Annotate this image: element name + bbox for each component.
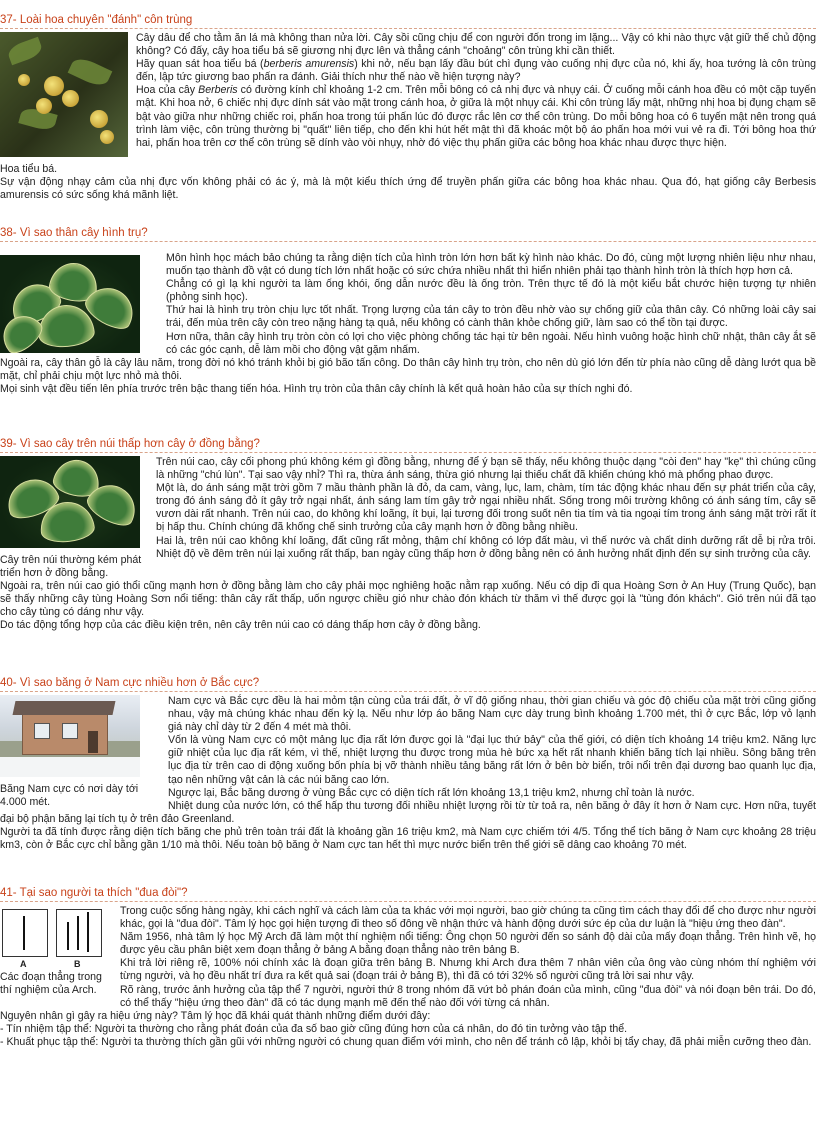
article-41-para: Rõ ràng, trước ảnh hưởng của tập thể 7 người, người thứ 8 trong nhóm đã vứt bỏ phán đoán của mình, cũng "đua đòi" và nói đoạn bên trái. Do đó, có thể thấy "hiệu ứng theo đàn" đã có tác dụng mạnh mẽ đến thể nào đối với từng cá nhân.	[120, 983, 816, 1009]
article-40-para: Vốn là vùng Nam cực có một mảng lục địa rất lớn được gọi là "đại lục thứ bảy" của thế giới, có diện tích khoảng 14 triệu km2. Năng lực giữ nhiệt của lục địa rất kém, vì thế, nhiệt lượng thu được trong mùa hè bức xạ hết rất nhanh khiến băng tích lại nhiều. Sông băng trên lục địa từ trên cao di động xuống bốn phía bị vỡ thành nhiều tảng băng rất lớn ở bên bờ biển, trôi nổi trên đại dương bao quanh lục địa, tạo nên những vật cản là các núi băng cao lớn.	[168, 734, 816, 786]
mountain-plant-photo	[0, 456, 140, 548]
article-40-para: Nhiệt dung của nước lớn, có thể hấp thu tương đối nhiều nhiệt lượng rồi từ từ toả ra, nên băng ở đây ít hơn ở Nam cực. Hơn nữa, tuyết đại bộ phận băng lại tích tụ ở trên đảo Greenland.	[0, 799, 816, 825]
hosta-leaves-photo	[0, 255, 140, 353]
article-39-para: Một là, do ánh sáng mặt trời gồm 7 mầu thành phần là đỏ, da cam, vàng, lục, lam, chàm, tím tác động khác nhau đến sự phát triển của cây, trong đó ánh sáng đỏ ít gây trở ngại nhất, ánh sáng lam tím gây trở ngại nhiều nhất. Sống trong môi trường không có ánh sáng tím, cây sẽ vươn dài rất nhanh. Trên núi cao, do không khí loãng, ít bụi, lại tương đối trong suốt nên tia tím và tia ngoại tím trong ánh sáng mặt trời rất ít bị hấp thu. Chính chúng đã khống chế sinh trưởng của cây mạnh hơn ở đồng bằng nhiều.	[156, 482, 816, 534]
article-41-para: - Tín nhiệm tập thể: Người ta thường cho rằng phát đoán của đa số bao giờ cũng đúng hơn của cá nhân, do đó tin tưởng vào tập thể.	[0, 1022, 628, 1035]
article-41-caption: Các đoạn thẳng trong thí nghiệm của Arch.	[0, 971, 102, 996]
article-37-para: Hoa của cây Berberis có đường kính chỉ khoảng 1-2 cm. Trên mỗi bông có cả nhị đực và nhụy cái. Ở cuống mỗi cánh hoa đều có một cặp tuyến mật. Khi hoa nở, 6 chiếc nhị đực dính sát vào mặt trong cánh hoa, ở giữa là một nhụy cái. Khi côn trùng lấy mật, những nhị hoa bị đụng chạm sẽ bật vào giữa như những chiếc roi, phấn hoa trong túi phấn lúc đó được rắc lên cơ thể côn trùng. Do mỗi bông hoa có 6 tuyến mật nên trong quá trình làm việc, côn trùng thường bị "quất" liên tiếp, cho đến khi hút hết mật thì đã khoác một bộ áo phấn hoa mới vui vẻ ra đi. Tới bông hoa thứ hai, phấn hoa trên cơ thể côn trùng sẽ dính vào vòi nhụy, nhờ đó việc thụ phấn giữa các bông hoa khác nhau được thực hiện.	[136, 84, 816, 149]
article-40-figure	[0, 695, 140, 809]
article-39-caption: Cây trên núi thường kém phát triển hơn ở đồng bằng.	[0, 554, 142, 579]
article-41-para: Nguyên nhân gì gây ra hiệu ứng này? Tâm lý học đã khái quát thành những điểm dưới đây:	[0, 1009, 431, 1022]
article-41-para: Năm 1956, nhà tâm lý học Mỹ Arch đã làm một thí nghiệm nổi tiếng: Ông chọn 50 người đến so sánh độ dài của mấy đoạn thẳng. Trên hình vẽ, họ được yêu cầu phân biệt xem đoạn thẳng ở bảng A bằng đoạn thẳng nào trên bảng B.	[120, 931, 816, 957]
antarctic-house-photo	[0, 695, 140, 777]
divider	[0, 28, 816, 29]
article-37	[0, 13, 816, 202]
article-38-para: Hơn nữa, thân cây hình trụ tròn còn có lợi cho việc phòng chống tác hại từ bên ngoài. Nếu hình vuông hoặc hình chữ nhật, thân cây ắt sẽ có các góc cạnh, dễ làm mồi cho động vật gặm nhấm.	[166, 330, 816, 356]
article-37-para: Hãy quan sát hoa tiểu bá (berberis amurensis) khi nở, nếu bạn lấy đầu bút chì đụng vào cuống nhị đực của nó, khi ấy, hoa tướng là côn trùng đến, lập tức giương bao phấn ra đánh. Giải thích như thế nào về hiện tượng này?	[136, 58, 816, 84]
article-38-para: Chẳng có gì lạ khi người ta làm ống khói, ống dẫn nước đều là ống tròn. Trên thực tế đó là một kiểu bắt chước hiện tượng tự nhiên (phỏng sinh học).	[166, 278, 816, 304]
article-40-caption: Băng Nam cực có nơi dày tới 4.000 mét.	[0, 783, 139, 808]
article-38	[0, 226, 816, 396]
divider	[0, 691, 816, 692]
article-37-para: Cây dâu để cho tằm ăn lá mà không than nửa lời. Cây sồi cũng chịu để con người đốn trong im lặng... Vậy có khi nào thực vật giữ thế chủ động không? Có đấy, cây hoa tiểu bá sẽ giương nhị đực lên và thẳng cánh "choảng" côn trùng khi cần thiết.	[136, 32, 816, 58]
article-38-para: Môn hình học mách bảo chúng ta rằng diện tích của hình tròn lớn hơn bất kỳ hình nào khác. Do đó, cùng một lượng nhiên liệu như nhau, muốn tạo thành đồ vật có dung tích lớn nhất hoặc có sức chứa nhiều nhất thì hiển nhiên phải tạo thành hình tròn là thích hợp hơn cả.	[166, 252, 816, 278]
article-39-para: Hai là, trên núi cao không khí loãng, đất cũng rất mỏng, thậm chí không có lớp đất màu, vì thế nước và chất dinh dưỡng rất dễ bị rửa trôi. Nhiệt độ về đêm trên núi lại xuống rất thấp, ban ngày cũng thấp hơn ở đồng bằng nên có ảnh hưởng nhất định đến sự sinh trưởng của cây.	[156, 534, 816, 560]
article-39-title: 39- Vì sao cây trên núi thấp hơn cây ở đồng bằng?	[0, 438, 260, 450]
article-40-para: Ngược lại, Bắc băng dương ở vùng Bắc cực có diện tích rất lớn khoảng 13,1 triệu km2, nhưng chỉ toàn là nước.	[168, 786, 695, 799]
divider	[0, 901, 816, 902]
article-41-para: Khi trả lời riêng rẽ, 100% nói chính xác là đoạn giữa trên bảng B. Nhưng khi Arch đưa thêm 7 nhân viên của ông vào cùng nhóm thí nghiệm với từng người, và họ đều nhất trí đưa ra kết quả sai (đoạn trái ở bảng B), thì đã có tới 32% số người cũng trả lời sai như vậy.	[120, 957, 816, 983]
article-39-para: Do tác động tổng hợp của các điều kiện trên, nên cây trên núi cao có dáng thấp hơn cây ở đồng bằng.	[0, 619, 481, 632]
article-39	[0, 437, 816, 632]
divider	[0, 452, 816, 453]
article-41-figure	[0, 905, 108, 997]
article-38-para: Thứ hai là hình trụ tròn chịu lực tốt nhất. Trọng lượng của tán cây to tròn đều nhờ vào sự chống giữ của thân cây. Có những loài cây sai trái, đến mùa trên cây còn treo nặng hàng tạ quả, nếu không có cành thân khỏe chống giữ, làm sao có thể tồn tại được.	[166, 304, 816, 330]
board-b	[56, 909, 102, 957]
article-41-title: 41- Tại sao người ta thích "đua đòi"?	[0, 887, 188, 899]
board-a	[2, 909, 48, 957]
article-40-para: Người ta đã tính được rằng diện tích băng che phủ trên toàn trái đất là khoảng gần 16 triệu km2, mà Nam cực chiếm tới 4/5. Tổng thể tích băng ở Nam cực khoảng 28 triệu km3, còn ở Bắc cực chỉ bằng gần 1/10 mà thôi. Nếu toàn bộ băng ở Nam cực tan hết thì mực nước biển trên thế giới sẽ dâng cao khoảng 70 mét.	[0, 825, 816, 852]
article-40-para: Nam cực và Bắc cực đều là hai mỏm tận cùng của trái đất, ở vĩ độ giống nhau, thời gian chiếu và góc độ chiếu của mặt trời cũng giống nhau, vậy mà chúng khác nhau đến kỳ lạ. Nếu như lớp áo băng Nam cực dày trung bình khoảng 1.700 mét, thì ở cực Bắc, lớp vỏ lạnh giá này chỉ dày từ 2 đến 4 mét mà thôi.	[168, 695, 816, 734]
berberis-flower-photo	[0, 32, 128, 157]
article-37-para: Sự vận động nhạy cảm của nhị đực vốn không phải có ác ý, mà là một kiểu thích ứng để truyền phấn giữa các bông hoa khác nhau. Qua đó, hạt giống cây Berbesis amurensis có sức sống khá mãnh liệt.	[0, 176, 816, 202]
article-38-para: Mọi sinh vật đều tiến lên phía trước trên bậc thang tiến hóa. Hình trụ tròn của thân cây chính là kết quả hoàn hảo của sự thích nghi đó.	[0, 382, 633, 395]
article-40-title: 40- Vì sao băng ở Nam cực nhiều hơn ở Bắc cực?	[0, 677, 260, 689]
article-41	[0, 886, 816, 1049]
article-38-figure	[0, 255, 140, 353]
article-37-caption: Hoa tiểu bá.	[0, 163, 58, 175]
article-39-para: Ngoài ra, trên núi cao gió thổi cũng mạnh hơn ở đồng bằng làm cho cây phải mọc nghiêng hoặc nằm rạp xuống. Nếu có dịp đi qua Hoàng Sơn ở An Huy (Trung Quốc), bạn sẽ thấy những cây tùng Hoàng Sơn nổi tiếng: thân cây rất thấp, uốn ngược chiều gió như chào đón khách từ thăm vì thế được gọi là "tùng đón khách". Gió trên núi đã tạo cho cây tùng có dáng như vậy.	[0, 580, 816, 619]
article-41-para: Trong cuộc sống hàng ngày, khi cách nghĩ và cách làm của ta khác với mọi người, bao giờ chúng ta cũng tìm cách thay đổi để cho được như người khác, gọi là "đua đòi". Tâm lý học gọi hiện tượng đi theo số đông về nhận thức và hành động dưới sức ép của dư luận là "hiệu ứng theo đàn".	[120, 905, 816, 931]
article-39-figure	[0, 456, 142, 580]
article-37-figure	[0, 32, 128, 176]
article-41-para: - Khuất phục tập thể: Người ta thường thích gần gũi với những người có chung quan điểm với mình, cho nên để tránh cô lập, khỏi bị tẩy chay, đã phải miễn cưỡng theo đàn.	[0, 1035, 812, 1048]
article-38-title: 38- Vì sao thân cây hình trụ?	[0, 227, 148, 239]
label-a: A	[20, 959, 27, 969]
article-38-para: Ngoài ra, cây thân gỗ là cây lâu năm, trong đời nó khó tránh khỏi bị gió bão tấn công. Do thân cây hình trụ tròn, cho nên dù gió lớn đến từ phía nào cũng dễ dàng lướt qua bề mặt, chỉ phải chịu một lực nhỏ mà thôi.	[0, 356, 816, 382]
divider	[0, 241, 816, 242]
article-37-title: 37- Loài hoa chuyên "đánh" côn trùng	[0, 14, 193, 26]
arch-line-diagram	[0, 905, 104, 969]
article-40	[0, 676, 816, 852]
article-39-para: Trên núi cao, cây cối phong phú không kém gì đồng bằng, nhưng để ý bạn sẽ thấy, nếu không thuộc dạng "còi đen" hay "kẹ" thì chúng cũng là những "chú lùn". Tại sao vậy nhỉ? Thì ra, thừa ánh sáng, thừa gió nhưng lại thiếu chất đã khiến chúng khó mà phổng phao được.	[156, 456, 816, 482]
label-b: B	[74, 959, 81, 969]
